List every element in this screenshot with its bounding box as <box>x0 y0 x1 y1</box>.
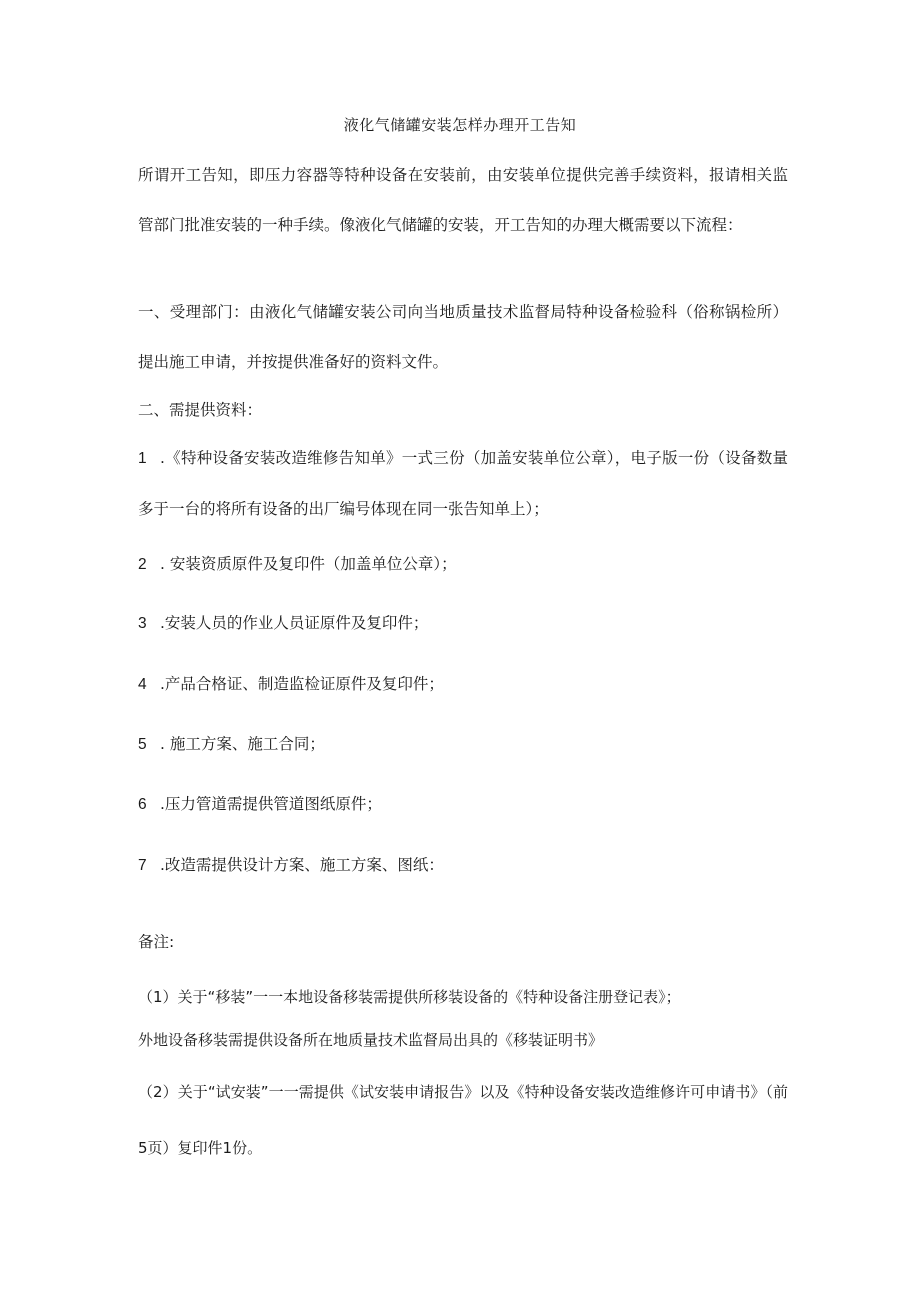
list-item-number: 5 <box>138 736 147 753</box>
list-item-3 <box>138 611 788 636</box>
list-item-number: 3 <box>138 615 147 632</box>
list-item-text: .《特种设备安装改造维修告知单》一式三份（加盖安装单位公章），电子版一份（设备数量多于一台的将所有设备的出厂编号体现在同一张告知单上）； <box>138 449 788 518</box>
section-2-heading: 二、需提供资料： <box>138 401 263 419</box>
list-item-text: .产品合格证、制造监检证原件及复印件； <box>160 675 444 693</box>
list-item-5 <box>138 732 788 757</box>
remark-1-line-2: 外地设备移装需提供设备所在地质量技术监督局出具的《移装证明书》 <box>138 1031 604 1049</box>
remark-2-paragraph: （2）关于“试安装”一一需提供《试安装申请报告》以及《特种设备安装改造维修许可申请书》（前5页）复印件1份。 <box>138 1083 788 1157</box>
document-title: 液化气储罐安装怎样办理开工告知 <box>343 116 577 134</box>
list-item-7 <box>138 853 788 878</box>
list-item-text: .安装人员的作业人员证原件及复印件； <box>160 614 429 632</box>
remark-1-line-1: （1）关于“移装”一一本地设备移装需提供所移装设备的《特种设备注册登记表》； <box>138 988 681 1006</box>
section-1-paragraph: 一、受理部门：由液化气储罐安装公司向当地质量技术监督局特种设备检验科（俗称锅检所）提出施工申请，并按提供准备好的资料文件。 <box>138 303 788 371</box>
list-item-text: .改造需提供设计方案、施工方案、图纸： <box>160 856 444 874</box>
list-item-1 <box>138 433 788 534</box>
list-item-text: .压力管道需提供管道图纸原件； <box>160 795 382 813</box>
list-item-2 <box>138 552 788 577</box>
list-item-4 <box>138 672 788 697</box>
remarks-heading: 备注: <box>138 933 175 951</box>
intro-paragraph: 所谓开工告知，即压力容器等特种设备在安装前，由安装单位提供完善手续资料，报请相关监管部门批准安装的一种手续。像液化气储罐的安装，开工告知的办理大概需要以下流程： <box>138 166 788 234</box>
list-item-text: . 安装资质原件及复印件（加盖单位公章）； <box>160 555 457 573</box>
list-item-number: 6 <box>138 796 147 813</box>
list-item-6 <box>138 792 788 817</box>
list-item-number: 1 <box>138 450 147 467</box>
list-item-number: 7 <box>138 857 147 874</box>
list-item-number: 4 <box>138 676 147 693</box>
list-item-number: 2 <box>138 556 147 573</box>
list-item-text: . 施工方案、施工合同； <box>160 735 325 753</box>
